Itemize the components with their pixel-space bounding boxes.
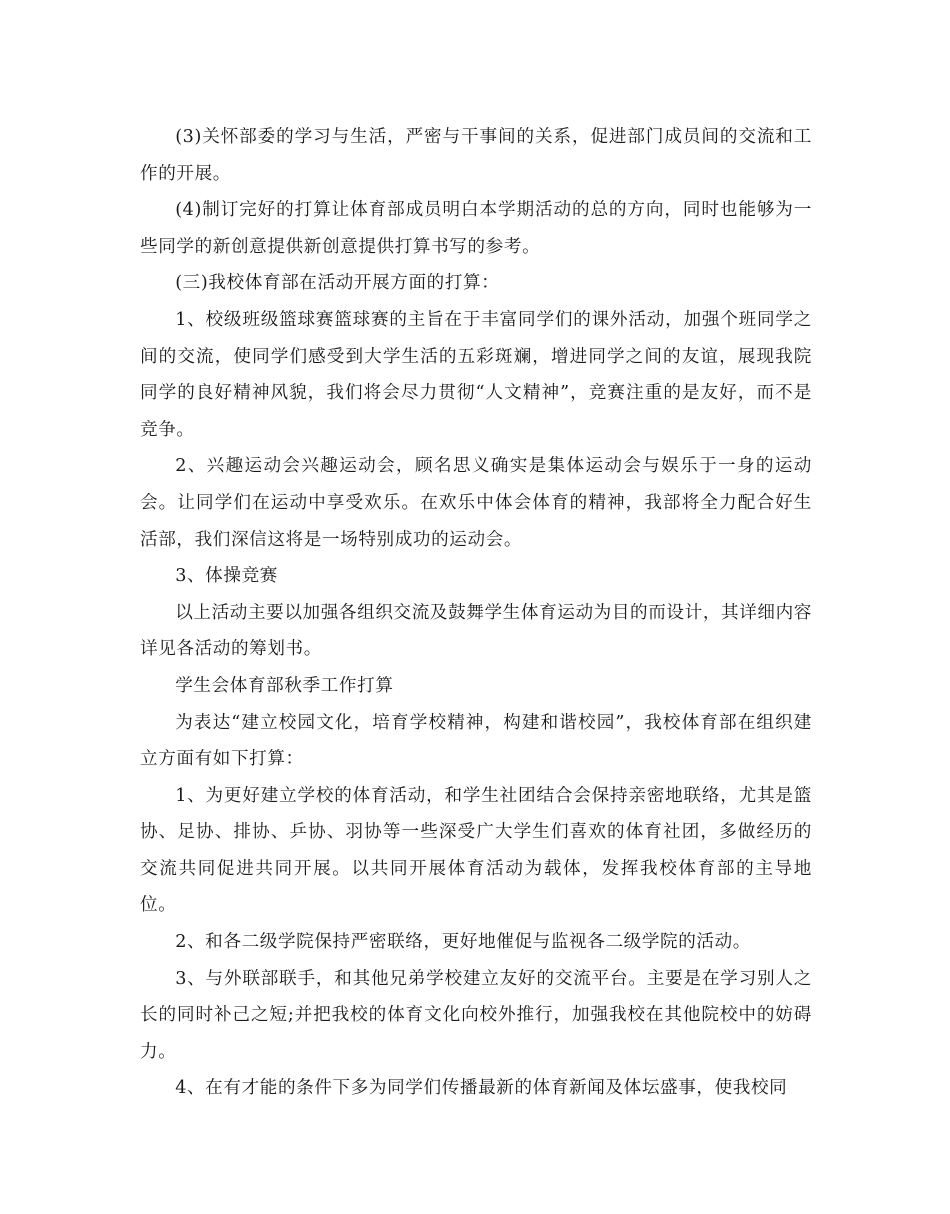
paragraph-item-4: 4、在有才能的条件下多为同学们传播最新的体育新闻及体坛盛事，使我校同 — [175, 1078, 788, 1099]
document-body — [140, 119, 812, 1107]
section-title-autumn-plan: 学生会体育部秋季工作打算 — [175, 675, 394, 696]
paragraph-basketball: 1、校级班级篮球赛篮球赛的主旨在于丰富同学们的课外活动，加强个班同学之间的交流，使同学们感受到大学生活的五彩斑斓，增进同学之间的友谊，展现我院同学的良好精神风貌，我们将会尽力贯彻“人文精神”，竞赛注重的是友好，而不是竞争。 — [140, 309, 812, 440]
paragraph-gymnastics: 3、体操竞赛 — [175, 566, 278, 587]
paragraph-intro: 为表达“建立校园文化，培育学校精神，构建和谐校园”，我校体育部在组织建立方面有如下打算： — [140, 712, 812, 770]
paragraph-item-3: 3、与外联部联手，和其他兄弟学校建立友好的交流平台。主要是在学习别人之长的同时补己之短;并把我校的体育文化向校外推行，加强我校在其他院校中的妨碍力。 — [140, 968, 812, 1062]
paragraph-item-2: 2、和各二级学院保持严密联络，更好地催促与监视各二级学院的活动。 — [175, 932, 751, 953]
section-heading-activities: (三)我校体育部在活动开展方面的打算： — [175, 273, 500, 294]
paragraph-sports-meet: 2、兴趣运动会兴趣运动会，顾名思义确实是集体运动会与娱乐于一身的运动会。让同学们在运动中享受欢乐。在欢乐中体会体育的精神，我部将全力配合好生活部，我们深信这将是一场特别成功的运动会。 — [140, 456, 812, 550]
paragraph-summary: 以上活动主要以加强各组织交流及鼓舞学生体育运动为目的而设计，其详细内容详见各活动的筹划书。 — [140, 602, 812, 660]
paragraph-4-plan: (4)制订完好的打算让体育部成员明白本学期活动的总的方向，同时也能够为一些同学的新创意提供新创意提供打算书写的参考。 — [140, 200, 812, 257]
paragraph-3-care: (3)关怀部委的学习与生活，严密与干事间的关系，促进部门成员间的交流和工作的开展。 — [140, 127, 812, 184]
paragraph-item-1: 1、为更好建立学校的体育活动，和学生社团结合会保持亲密地联络，尤其是篮协、足协、排协、乒协、羽协等一些深受广大学生们喜欢的体育社团，多做经历的交流共同促进共同开展。以共同开展体育活动为载体，发挥我校体育部的主导地位。 — [140, 785, 812, 916]
